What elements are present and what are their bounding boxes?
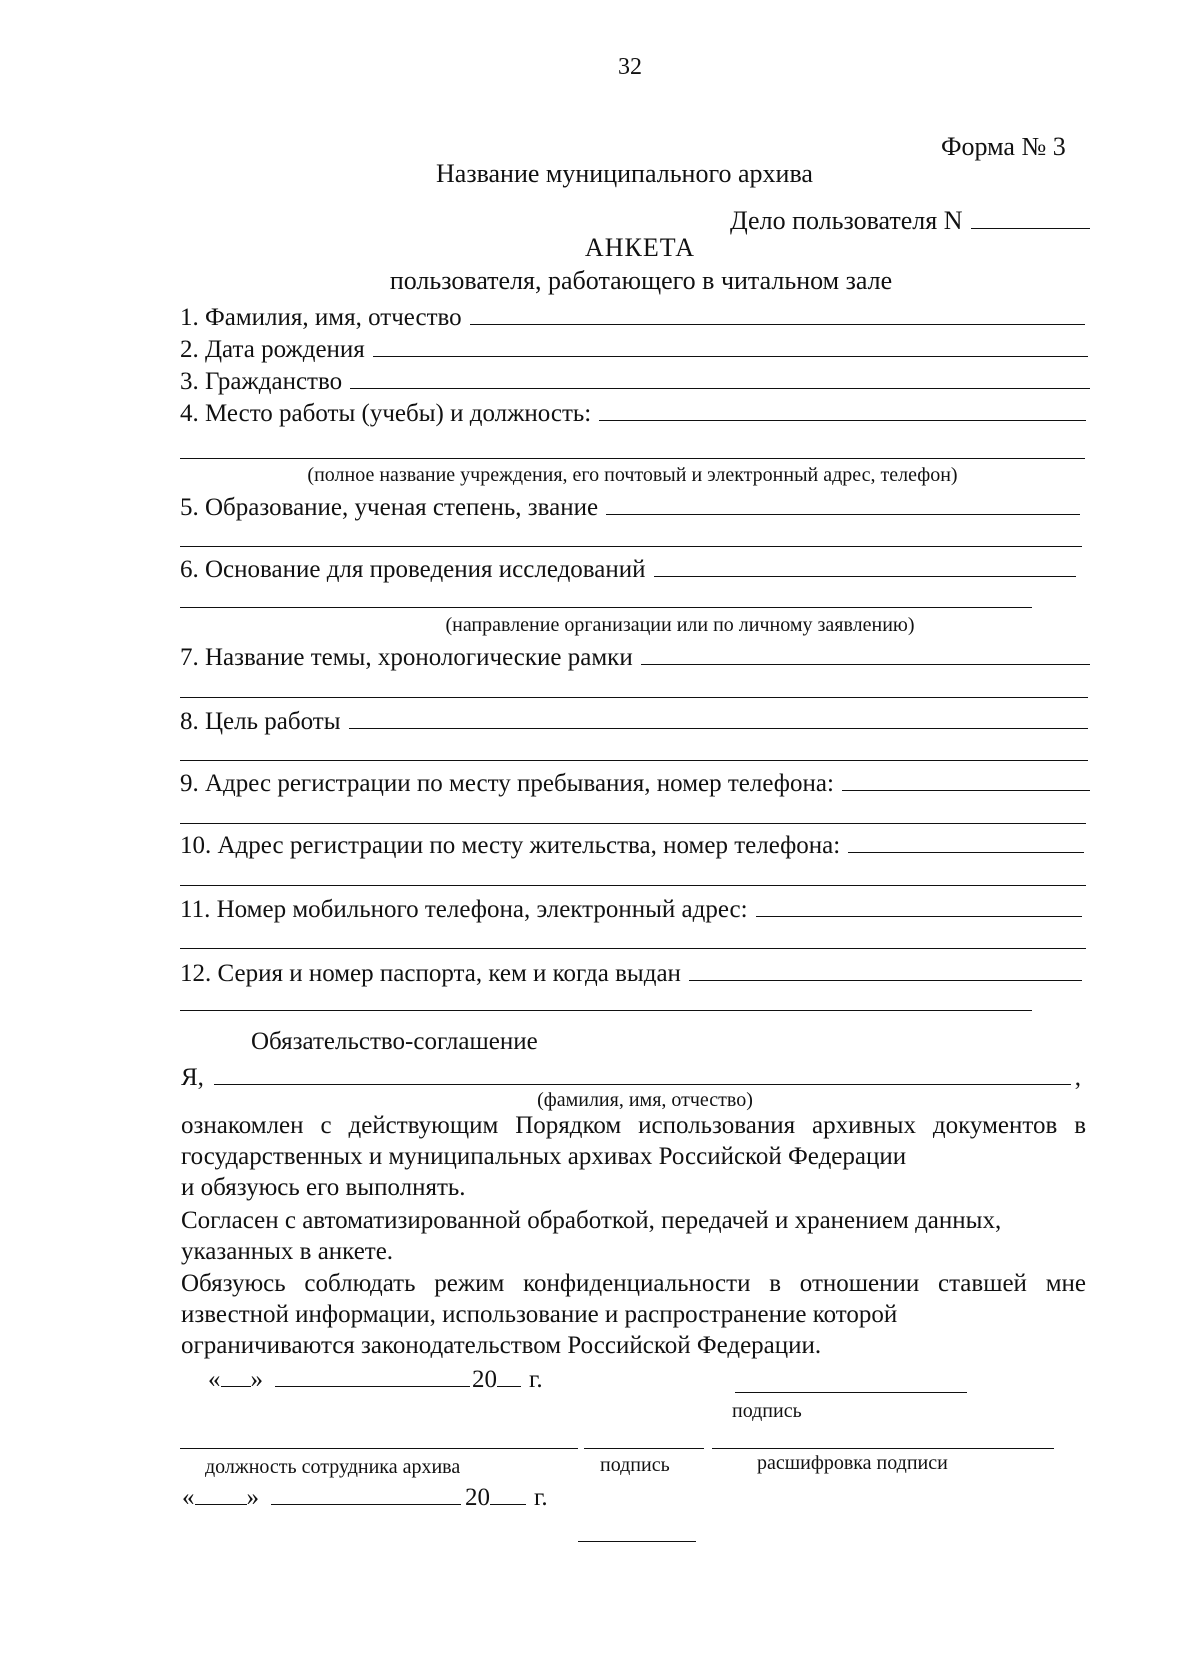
field-label: 11. Номер мобильного телефона, электронный адрес: — [180, 896, 748, 923]
date-year-blank[interactable] — [490, 1482, 526, 1505]
form-title: АНКЕТА — [584, 233, 696, 262]
field-passport[interactable] — [180, 956, 1082, 987]
field-blank[interactable] — [470, 300, 1085, 325]
education-extra-line[interactable] — [180, 546, 1082, 547]
staff-signature-label: подпись — [600, 1454, 670, 1476]
topic-extra-line[interactable] — [180, 697, 1088, 698]
agreement-name-blank[interactable] — [214, 1060, 1071, 1085]
residence-address-extra-line[interactable] — [180, 885, 1086, 886]
stay-address-extra-line[interactable] — [180, 823, 1086, 824]
field-workplace[interactable] — [180, 396, 1086, 427]
paragraph-last-line: указанных в анкете. — [181, 1238, 394, 1265]
field-birth-date[interactable] — [180, 332, 1088, 363]
agreement-paragraph-3 — [181, 1268, 1086, 1361]
field-blank[interactable] — [641, 640, 1090, 665]
field-blank[interactable] — [756, 892, 1082, 917]
date-open-quote: « — [208, 1366, 221, 1393]
purpose-extra-line[interactable] — [180, 760, 1088, 761]
case-number-blank[interactable] — [971, 204, 1090, 229]
field-blank[interactable] — [373, 332, 1088, 357]
field-label: 2. Дата рождения — [180, 336, 365, 363]
date-month-blank[interactable] — [275, 1364, 470, 1387]
user-date-field[interactable] — [208, 1364, 543, 1395]
date-close-quote: » — [250, 1366, 263, 1393]
research-basis-hint: (направление организации или по личному заявлению) — [445, 614, 915, 636]
field-purpose[interactable] — [180, 704, 1088, 735]
field-label: 5. Образование, ученая степень, звание — [180, 494, 599, 521]
field-residence-address[interactable] — [180, 828, 1084, 859]
user-signature-line[interactable] — [735, 1392, 967, 1393]
user-signature-label: подпись — [732, 1400, 802, 1422]
field-label: 3. Гражданство — [180, 368, 343, 395]
staff-date-field[interactable] — [182, 1482, 548, 1513]
field-education[interactable] — [180, 490, 1080, 521]
date-month-blank[interactable] — [271, 1482, 461, 1505]
date-day-blank[interactable] — [221, 1364, 251, 1387]
field-blank[interactable] — [350, 364, 1090, 389]
paragraph-text: ознакомлен с действующим Порядком использования архивных документов в государственных и муниципальных архивах Российской Федерации — [181, 1112, 1086, 1170]
staff-position-line[interactable] — [180, 1448, 578, 1449]
field-citizenship[interactable] — [180, 364, 1090, 395]
case-number-label: Дело пользователя N — [730, 206, 963, 235]
field-label: 1. Фамилия, имя, отчество — [180, 304, 462, 331]
paragraph-last-line: и обязуюсь его выполнять. — [181, 1174, 466, 1201]
field-label: 7. Название темы, хронологические рамки — [180, 644, 633, 671]
agreement-comma: , — [1074, 1064, 1081, 1091]
fio-hint: (фамилия, имя, отчество) — [537, 1089, 753, 1111]
workplace-extra-line[interactable] — [180, 458, 1085, 459]
bottom-short-line[interactable] — [578, 1541, 696, 1542]
field-label: 8. Цель работы — [180, 708, 341, 735]
research-basis-extra-line[interactable] — [180, 607, 1032, 608]
passport-extra-line[interactable] — [180, 1010, 1032, 1011]
field-blank[interactable] — [606, 490, 1080, 515]
form-number: Форма № 3 — [941, 132, 1066, 161]
field-full-name[interactable] — [180, 300, 1085, 331]
field-label: 10. Адрес регистрации по месту жительства, номер телефона: — [180, 832, 841, 859]
agreement-i-label: Я, — [181, 1064, 204, 1091]
staff-position-label: должность сотрудника архива — [205, 1456, 461, 1478]
date-year-prefix: 20 — [472, 1366, 497, 1393]
field-label: 6. Основание для проведения исследований — [180, 556, 646, 583]
staff-decode-label: расшифровка подписи — [757, 1452, 948, 1474]
date-day-blank[interactable] — [195, 1482, 247, 1505]
field-blank[interactable] — [349, 704, 1089, 729]
page-number: 32 — [618, 54, 642, 80]
field-blank[interactable] — [848, 828, 1084, 853]
date-year-prefix: 20 — [465, 1484, 490, 1511]
paragraph-text: Обязуюсь соблюдать режим конфиденциальности в отношении ставшей мне известной информации, использование и распространение которой — [181, 1270, 1086, 1328]
mobile-email-extra-line[interactable] — [180, 948, 1086, 949]
field-topic[interactable] — [180, 640, 1090, 671]
paragraph-last-line: ограничиваются законодательством Российской Федерации. — [181, 1332, 822, 1359]
field-blank[interactable] — [599, 396, 1086, 421]
form-subtitle: пользователя, работающего в читальном зале — [389, 266, 893, 295]
date-year-suffix: г. — [529, 1366, 543, 1393]
date-year-suffix: г. — [534, 1484, 548, 1511]
date-open-quote: « — [182, 1484, 195, 1511]
paragraph-text: Согласен с автоматизированной обработкой, передачей и хранением данных, — [181, 1207, 1002, 1234]
field-blank[interactable] — [689, 956, 1082, 981]
date-year-blank[interactable] — [497, 1364, 521, 1387]
date-close-quote: » — [246, 1484, 259, 1511]
staff-signature-line[interactable] — [584, 1448, 704, 1449]
field-label: 9. Адрес регистрации по месту пребывания, номер телефона: — [180, 770, 834, 797]
field-mobile-email[interactable] — [180, 892, 1082, 923]
agreement-paragraph-1 — [181, 1110, 1086, 1203]
archive-name: Название муниципального архива — [436, 159, 813, 188]
field-stay-address[interactable] — [180, 766, 1090, 797]
field-research-basis[interactable] — [180, 552, 1076, 583]
agreement-title: Обязательство-соглашение — [251, 1028, 538, 1055]
field-blank[interactable] — [654, 552, 1076, 577]
workplace-hint: (полное название учреждения, его почтовый и электронный адрес, телефон) — [307, 464, 958, 486]
field-label: 4. Место работы (учебы) и должность: — [180, 400, 592, 427]
agreement-paragraph-2 — [181, 1205, 1086, 1267]
field-label: 12. Серия и номер паспорта, кем и когда выдан — [180, 960, 681, 987]
field-blank[interactable] — [842, 766, 1090, 791]
